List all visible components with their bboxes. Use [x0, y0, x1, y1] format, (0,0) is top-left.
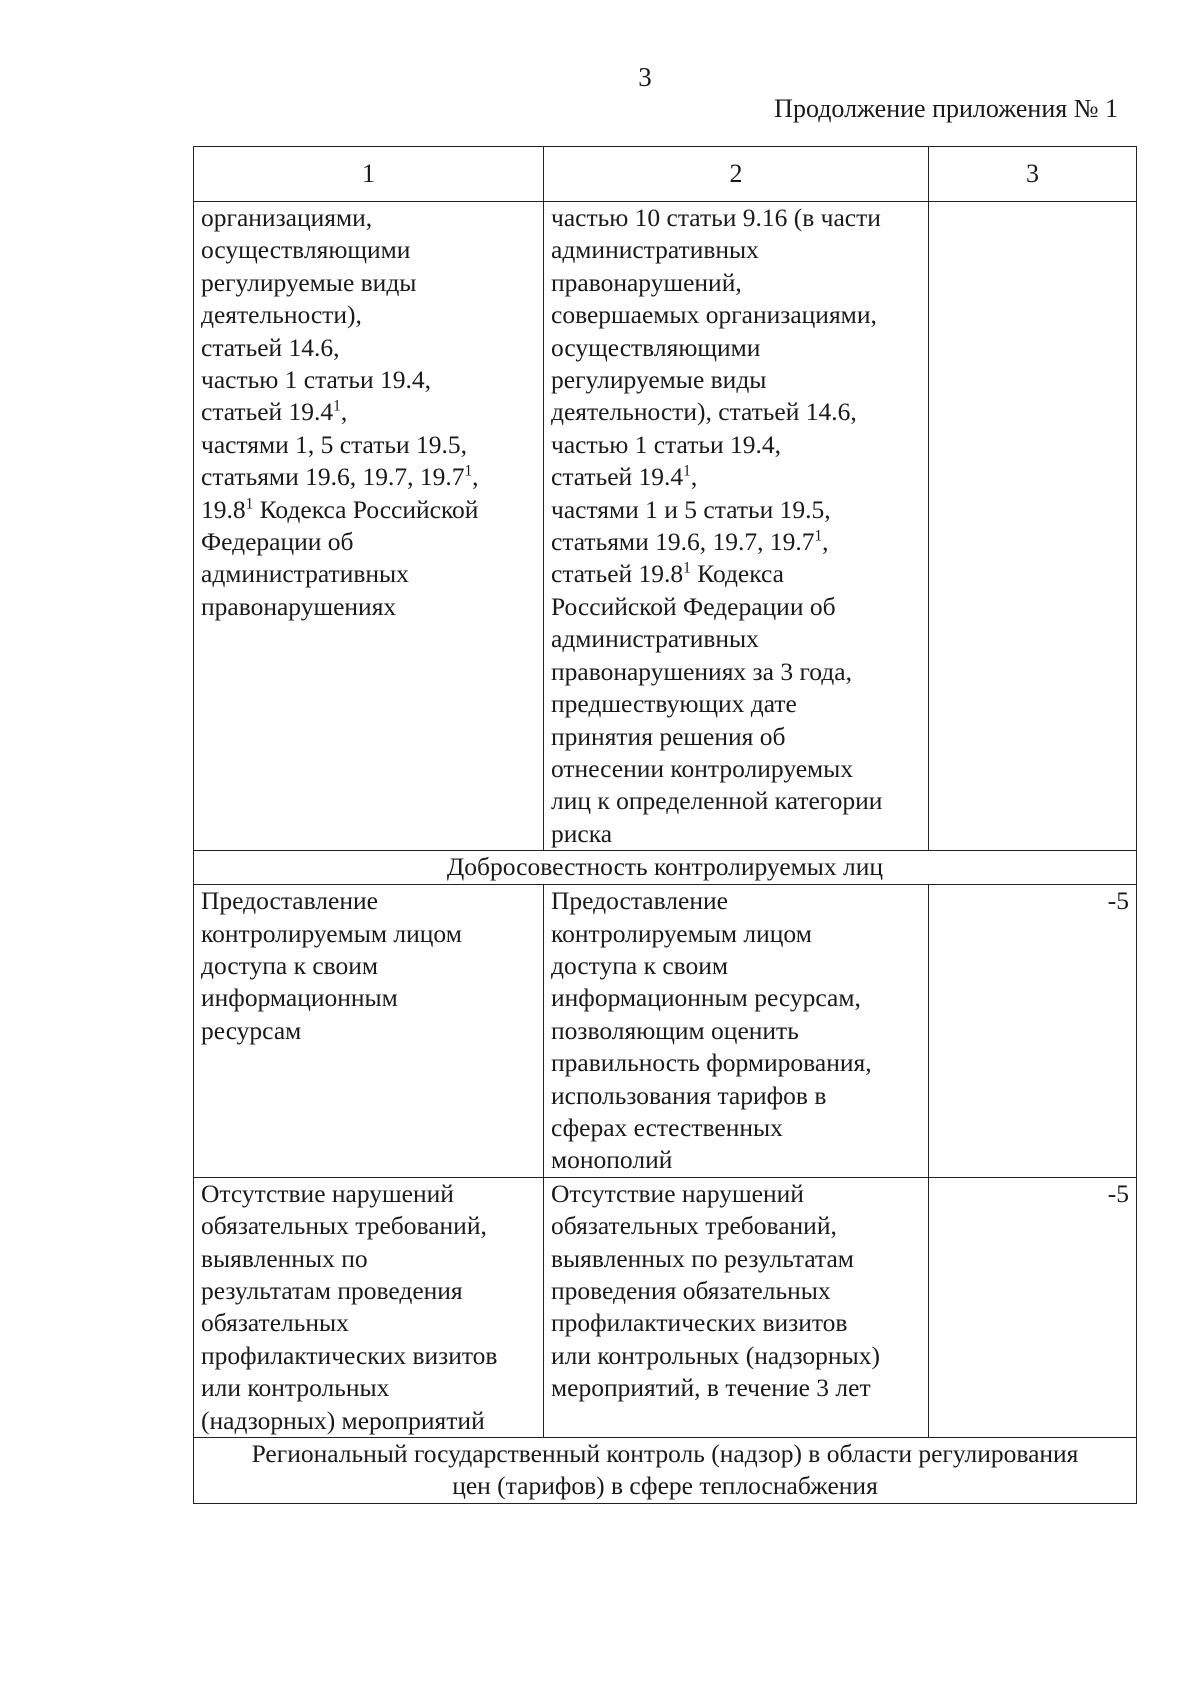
text-line: частями 1, 5 статьи 19.5, [201, 429, 468, 459]
text-line: административных [551, 624, 759, 654]
text-line: Предоставление [551, 886, 728, 916]
text-line: ресурсам [201, 1015, 302, 1045]
table-row [194, 1177, 1137, 1437]
criterion-description-cell [544, 202, 929, 851]
text-line [551, 461, 921, 493]
text-line: Отсутствие нарушений [201, 1178, 454, 1208]
text-line: профилактических визитов [201, 1340, 498, 1370]
text-line: отнесении контролируемых [551, 753, 854, 783]
text-line: Региональный государственный контроль (надзор) в области регулирования [251, 1439, 1079, 1469]
appendix-continuation-label: Продолжение приложения № 1 [774, 94, 1118, 123]
text-line: деятельности), [201, 300, 362, 330]
table-row [194, 885, 1137, 1178]
criteria-table [193, 146, 1137, 1504]
text-line: контролируемым лицом [551, 918, 812, 948]
text-line: административных [551, 235, 759, 265]
text-line: регулируемые виды [551, 365, 767, 395]
text-line [201, 461, 536, 493]
superscript-mark: 1 [814, 527, 823, 545]
text-line [551, 526, 921, 558]
text-fragment: статьей 19.4 [551, 462, 684, 492]
page-number: 3 [638, 62, 652, 92]
criterion-description-cell [544, 1177, 929, 1437]
text-line: проведения обязательных [551, 1276, 831, 1305]
text-line: выявленных по [201, 1243, 368, 1273]
text-line: риска [551, 818, 613, 848]
text-line: контролируемым лицом [201, 918, 462, 948]
text-line [201, 494, 536, 526]
text-line: частью 1 статьи 19.4, [551, 429, 782, 459]
text-fragment: статьями 19.6, 19.7, 19.7 [201, 462, 465, 492]
text-line: информационным ресурсам, [551, 983, 861, 1013]
text-line: принятия решения об [551, 721, 786, 751]
text-line: результатам проведения [201, 1276, 463, 1305]
superscript-mark: 1 [683, 559, 691, 577]
text-line: Федерации об [201, 527, 354, 557]
column-number-2: 2 [544, 147, 929, 202]
text-line: обязательных требований, [201, 1211, 487, 1241]
text-line: правонарушений, [551, 267, 742, 297]
column-number-1: 1 [194, 147, 544, 202]
text-line: мероприятий, в течение 3 лет [551, 1373, 871, 1403]
text-line: правильность формирования, [551, 1048, 872, 1078]
text-line [201, 396, 536, 428]
text-line: осуществляющими [551, 332, 761, 362]
text-line: статьей 14.6, [201, 332, 340, 362]
text-line: правонарушениях за 3 года, [551, 656, 852, 686]
text-line: или контрольных [201, 1373, 390, 1403]
superscript-mark: 1 [683, 462, 691, 480]
text-line: обязательных требований, [551, 1211, 837, 1241]
text-line [551, 558, 921, 590]
text-line: сферах естественных [551, 1112, 783, 1142]
text-line: информационным [201, 983, 398, 1013]
comma: , [822, 527, 829, 557]
criterion-text-cell [194, 1177, 544, 1437]
text-line: предшествующих дате [551, 689, 797, 719]
text-line: Предоставление [201, 886, 378, 916]
superscript-mark: 1 [333, 397, 341, 415]
text-line: доступа к своим [551, 950, 729, 980]
text-line: позволяющим оценить [551, 1015, 799, 1045]
section-row [194, 1438, 1137, 1504]
text-line: цен (тарифов) в сфере теплоснабжения [452, 1471, 878, 1501]
text-line: частями 1 и 5 статьи 19.5, [551, 494, 831, 524]
text-line: совершаемых организациями, [551, 300, 877, 330]
superscript-mark: 1 [464, 462, 473, 480]
text-line: выявленных по результатам [551, 1243, 854, 1273]
text-line: частью 1 статьи 19.4, [201, 365, 432, 395]
text-line: Отсутствие нарушений [551, 1178, 804, 1208]
text-line: или контрольных (надзорных) [551, 1340, 880, 1370]
criterion-description-cell [544, 885, 929, 1178]
text-line: регулируемые виды [201, 267, 417, 297]
text-line: доступа к своим [201, 950, 379, 980]
text-fragment: Кодекса Российской [253, 494, 479, 524]
text-line: профилактических визитов [551, 1308, 848, 1338]
section-heading-integrity: Добросовестность контролируемых лиц [194, 851, 1137, 885]
criterion-text-cell [194, 885, 544, 1178]
text-line: организациями, [201, 203, 373, 232]
text-fragment: статьями 19.6, 19.7, 19.7 [551, 527, 815, 557]
text-line: использования тарифов в [551, 1080, 827, 1110]
text-line: Российской Федерации об [551, 591, 836, 621]
score-cell: -5 [929, 1177, 1137, 1437]
score-cell: -5 [929, 885, 1137, 1178]
text-line: лиц к определенной категории [551, 786, 883, 816]
superscript-mark: 1 [245, 495, 254, 513]
table-row [194, 202, 1137, 851]
text-line: административных [201, 559, 409, 589]
section-heading-heat-supply [194, 1438, 1137, 1504]
comma: , [340, 397, 348, 427]
text-line: частью 10 статьи 9.16 (в части [551, 203, 881, 232]
text-line: обязательных [201, 1308, 349, 1338]
section-row [194, 851, 1137, 885]
column-number-row [194, 147, 1137, 202]
column-number-3: 3 [929, 147, 1137, 202]
text-fragment: статьей 19.4 [201, 397, 334, 427]
text-line: правонарушениях [201, 591, 397, 621]
text-fragment: статьей 19.8 [551, 559, 684, 589]
comma: , [472, 462, 479, 492]
text-fragment: Кодекса [690, 559, 784, 589]
text-line: осуществляющими [201, 235, 411, 265]
text-line: монополий [551, 1145, 673, 1175]
score-cell [929, 202, 1137, 851]
criterion-text-cell [194, 202, 544, 851]
text-line: деятельности), статьей 14.6, [551, 397, 857, 427]
comma: , [690, 462, 698, 492]
text-fragment: 19.8 [201, 494, 246, 524]
text-line: (надзорных) мероприятий [201, 1405, 485, 1435]
